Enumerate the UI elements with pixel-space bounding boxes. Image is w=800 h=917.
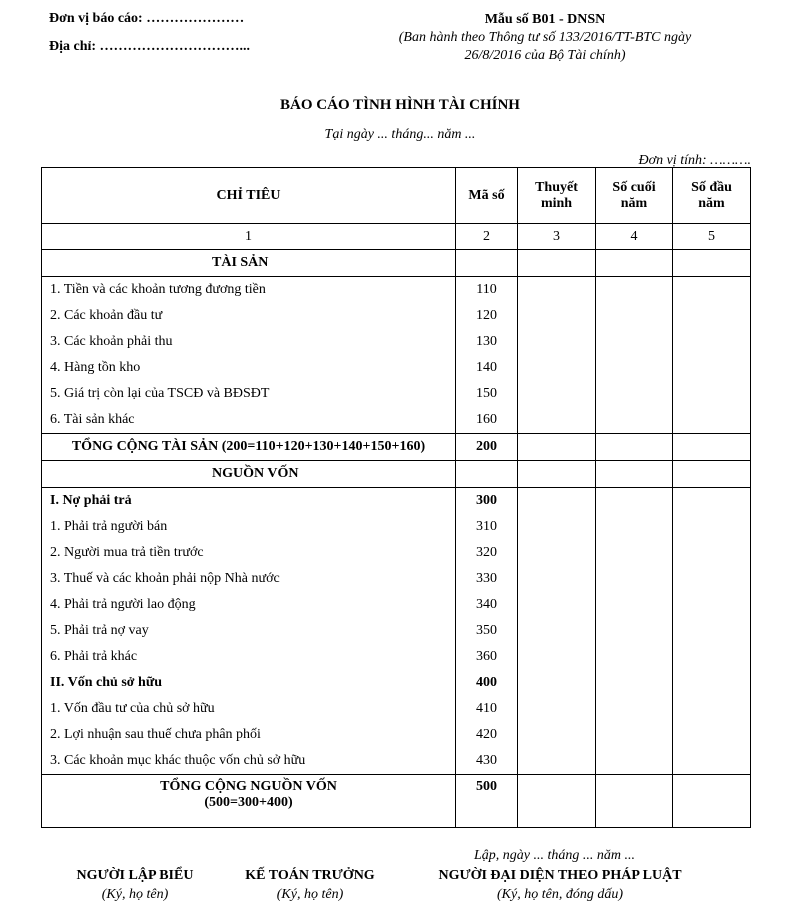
row-label: 5. Phải trả nợ vay xyxy=(42,618,456,644)
row-notes-cell xyxy=(518,488,596,515)
row-year-end-cell xyxy=(596,618,673,644)
row-label: 1. Vốn đầu tư của chủ sở hữu xyxy=(42,696,456,722)
row-year-end-cell xyxy=(596,461,673,488)
table-row xyxy=(42,488,751,515)
header-code: Mã số xyxy=(456,168,518,224)
table-row xyxy=(42,461,751,488)
row-year-end-cell xyxy=(596,696,673,722)
row-year-end-cell xyxy=(596,434,673,461)
row-year-begin-cell xyxy=(673,748,751,775)
table-row xyxy=(42,329,751,355)
header-year-begin xyxy=(673,168,751,224)
row-year-end-cell xyxy=(596,407,673,434)
row-year-end-cell xyxy=(596,329,673,355)
measure-unit: Đơn vị tính: ………. xyxy=(638,153,751,168)
row-label: 1. Phải trả người bán xyxy=(42,514,456,540)
header-year-begin-line1: Số đầu xyxy=(691,179,732,195)
financial-table xyxy=(41,167,751,828)
signature-preparer xyxy=(40,866,230,904)
signature-chief-accountant xyxy=(215,866,405,904)
row-label: II. Vốn chủ sở hữu xyxy=(42,670,456,696)
row-notes-cell xyxy=(518,355,596,381)
issued-line-1: (Ban hành theo Thông tư số 133/2016/TT-BTC ngày xyxy=(398,30,692,45)
row-code: 410 xyxy=(456,696,518,722)
row-label: 4. Phải trả người lao động xyxy=(42,592,456,618)
row-year-end-cell xyxy=(596,381,673,407)
row-label: 3. Thuế và các khoản phải nộp Nhà nước xyxy=(42,566,456,592)
row-year-end-cell xyxy=(596,540,673,566)
row-code xyxy=(456,250,518,277)
row-year-begin-cell xyxy=(673,277,751,304)
row-notes-cell xyxy=(518,670,596,696)
col-number: 3 xyxy=(518,224,596,250)
chief-accountant-note: (Ký, họ tên) xyxy=(276,887,344,902)
row-year-begin-cell xyxy=(673,618,751,644)
header-indicator: CHỈ TIÊU xyxy=(42,168,456,224)
row-year-end-cell xyxy=(596,303,673,329)
row-label: TỔNG CỘNG TÀI SẢN (200=110+120+130+140+150+160) xyxy=(42,434,456,461)
table-row xyxy=(42,566,751,592)
table-row xyxy=(42,670,751,696)
row-notes-cell xyxy=(518,722,596,748)
row-code: 350 xyxy=(456,618,518,644)
row-notes-cell xyxy=(518,407,596,434)
table-row xyxy=(42,722,751,748)
row-code: 310 xyxy=(456,514,518,540)
row-year-begin-cell xyxy=(673,303,751,329)
row-year-begin-cell xyxy=(673,407,751,434)
row-label: 5. Giá trị còn lại của TSCĐ và BĐSĐT xyxy=(42,381,456,407)
row-label: TÀI SẢN xyxy=(42,250,456,277)
header-year-begin-line2: năm xyxy=(698,195,725,211)
row-code: 360 xyxy=(456,644,518,670)
row-notes-cell xyxy=(518,381,596,407)
row-year-end-cell xyxy=(596,355,673,381)
total-capital-label xyxy=(42,775,456,828)
row-year-end-cell xyxy=(596,250,673,277)
row-code: 430 xyxy=(456,748,518,775)
row-notes-cell xyxy=(518,250,596,277)
row-year-end-cell xyxy=(596,670,673,696)
row-year-begin-cell xyxy=(673,381,751,407)
row-label: NGUỒN VỐN xyxy=(42,461,456,488)
row-label: 3. Các khoản mục khác thuộc vốn chủ sở hữu xyxy=(42,748,456,775)
row-code: 400 xyxy=(456,670,518,696)
row-year-end-cell xyxy=(596,566,673,592)
row-year-begin-cell xyxy=(673,722,751,748)
row-notes-cell xyxy=(518,461,596,488)
col-number: 4 xyxy=(596,224,673,250)
row-notes-cell xyxy=(518,434,596,461)
row-code: 300 xyxy=(456,488,518,515)
table-row xyxy=(42,250,751,277)
table-row xyxy=(42,540,751,566)
table-row xyxy=(42,434,751,461)
row-year-begin-cell xyxy=(673,566,751,592)
table-row xyxy=(42,407,751,434)
col-number: 2 xyxy=(456,224,518,250)
row-notes-cell xyxy=(518,748,596,775)
row-notes-cell xyxy=(518,566,596,592)
row-code: 120 xyxy=(456,303,518,329)
row-notes-cell xyxy=(518,592,596,618)
row-year-end-cell xyxy=(596,592,673,618)
table-row xyxy=(42,592,751,618)
row-year-begin-cell xyxy=(673,355,751,381)
row-notes-cell xyxy=(518,514,596,540)
row-year-begin-cell xyxy=(673,540,751,566)
report-title: BÁO CÁO TÌNH HÌNH TÀI CHÍNH xyxy=(280,97,520,113)
row-code xyxy=(456,461,518,488)
header-notes-line1: Thuyết xyxy=(535,179,578,195)
row-code: 320 xyxy=(456,540,518,566)
row-notes-cell xyxy=(518,329,596,355)
preparer-note: (Ký, họ tên) xyxy=(101,887,169,902)
row-year-begin-cell xyxy=(673,488,751,515)
col-number: 5 xyxy=(673,224,751,250)
row-year-end-cell xyxy=(596,488,673,515)
row-year-begin-cell xyxy=(673,461,751,488)
row-notes-cell xyxy=(518,303,596,329)
header-year-end-line1: Số cuối xyxy=(612,179,656,195)
table-row xyxy=(42,644,751,670)
row-label: 6. Phải trả khác xyxy=(42,644,456,670)
row-notes-cell xyxy=(518,540,596,566)
row-code: 160 xyxy=(456,407,518,434)
table-row xyxy=(42,618,751,644)
preparer-title: NGƯỜI LẬP BIỂU xyxy=(76,868,194,883)
row-code: 110 xyxy=(456,277,518,304)
table-row xyxy=(42,514,751,540)
address-label: Địa chỉ: …………………………... xyxy=(49,39,251,54)
row-code: 340 xyxy=(456,592,518,618)
row-code: 420 xyxy=(456,722,518,748)
table-row xyxy=(42,381,751,407)
row-label: 6. Tài sản khác xyxy=(42,407,456,434)
table-row xyxy=(42,696,751,722)
table-row xyxy=(42,277,751,304)
row-label: 3. Các khoản phải thu xyxy=(42,329,456,355)
row-year-end-cell xyxy=(596,775,673,828)
row-code: 500 xyxy=(456,775,518,828)
header-notes-line2: minh xyxy=(540,195,573,211)
form-info xyxy=(370,11,720,65)
row-notes-cell xyxy=(518,696,596,722)
table-header-row xyxy=(42,168,751,224)
header-year-end-line2: năm xyxy=(620,195,648,211)
row-year-begin-cell xyxy=(673,592,751,618)
row-notes-cell xyxy=(518,775,596,828)
row-label: 2. Các khoản đầu tư xyxy=(42,303,456,329)
legal-rep-note: (Ký, họ tên, đóng dấu) xyxy=(497,887,623,902)
report-date-line: Tại ngày ... tháng... năm ... xyxy=(324,127,476,142)
header-notes xyxy=(518,168,596,224)
row-year-end-cell xyxy=(596,722,673,748)
table-row xyxy=(42,748,751,775)
chief-accountant-title: KẾ TOÁN TRƯỞNG xyxy=(245,868,375,883)
signature-date-line: Lập, ngày ... tháng ... năm ... xyxy=(474,848,635,863)
row-year-begin-cell xyxy=(673,329,751,355)
col-number: 1 xyxy=(42,224,456,250)
row-label: I. Nợ phải trả xyxy=(42,488,456,515)
row-year-end-cell xyxy=(596,514,673,540)
row-year-begin-cell xyxy=(673,514,751,540)
row-year-end-cell xyxy=(596,277,673,304)
form-number: Mẫu số B01 - DNSN xyxy=(484,12,606,27)
row-year-begin-cell xyxy=(673,696,751,722)
row-notes-cell xyxy=(518,644,596,670)
reporting-unit-label: Đơn vị báo cáo: ………………… xyxy=(49,11,245,26)
row-year-end-cell xyxy=(596,748,673,775)
header-year-end xyxy=(596,168,673,224)
row-label: 1. Tiền và các khoản tương đương tiền xyxy=(42,277,456,304)
total-capital-line2: (500=300+400) xyxy=(204,795,293,810)
row-code: 150 xyxy=(456,381,518,407)
row-code: 200 xyxy=(456,434,518,461)
column-number-row xyxy=(42,224,751,250)
row-code: 330 xyxy=(456,566,518,592)
row-year-begin-cell xyxy=(673,434,751,461)
row-year-begin-cell xyxy=(673,250,751,277)
row-year-end-cell xyxy=(596,644,673,670)
row-year-begin-cell xyxy=(673,670,751,696)
table-row-total-capital xyxy=(42,775,751,828)
legal-rep-title: NGƯỜI ĐẠI DIỆN THEO PHÁP LUẬT xyxy=(438,868,682,883)
issued-line-2: 26/8/2016 của Bộ Tài chính) xyxy=(464,48,626,63)
row-notes-cell xyxy=(518,618,596,644)
row-year-begin-cell xyxy=(673,775,751,828)
signature-legal-rep xyxy=(405,866,715,904)
row-label: 2. Lợi nhuận sau thuế chưa phân phối xyxy=(42,722,456,748)
row-label: 4. Hàng tồn kho xyxy=(42,355,456,381)
total-capital-line1: TỔNG CỘNG NGUỒN VỐN xyxy=(160,779,337,794)
row-label: 2. Người mua trả tiền trước xyxy=(42,540,456,566)
row-year-begin-cell xyxy=(673,644,751,670)
table-row xyxy=(42,355,751,381)
row-notes-cell xyxy=(518,277,596,304)
row-code: 130 xyxy=(456,329,518,355)
row-code: 140 xyxy=(456,355,518,381)
table-row xyxy=(42,303,751,329)
